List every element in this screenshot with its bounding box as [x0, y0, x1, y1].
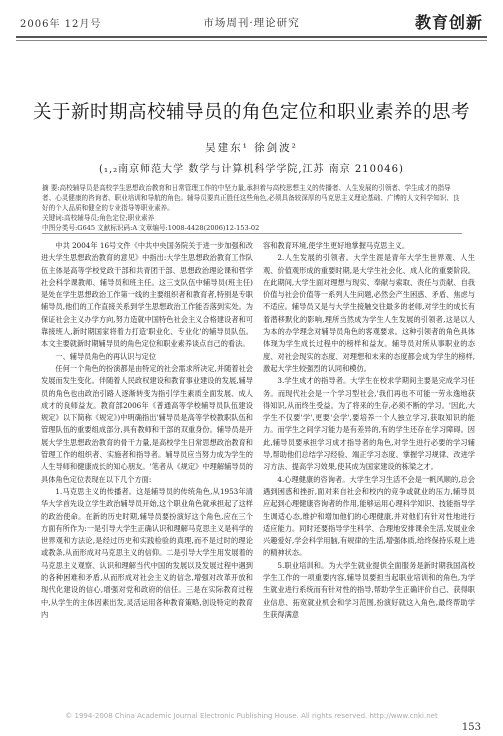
header-rule [16, 36, 487, 38]
body-left-column [41, 240, 253, 621]
journal-name: 市场周刊·理论研究 [203, 17, 300, 29]
body-paragraph: 容和教育环境,使学生更好地掌握马克思主义。 [263, 241, 410, 250]
abstract-rule [42, 233, 462, 234]
body-paragraph: 5.职业培训和。为大学生就业提供全面服务是新时期我国高校学生工作的一项重要内容,辅导员要担当起职业培训和的角色,为学生就业进行系统而有针对性的指导,帮助学生正确评价自己、获得职业信息、拓宽就业机会和学习范围,扮演好就这入角色,最终帮助学生获得满意 [263, 560, 475, 619]
body-paragraph: 3.学生成才的指导者。大学生在校求学期间主要是完成学习任务。而现代社会是一个学习型社会,'我们再也不可能一劳永逸地获得知识,从而终生受益。为了将来的生存,必须不断的学习。'因此,大学生不仅要'学',更要'会学',要培养一个人独立学习,获取知识的能力。而学生之间学习能力是有差异的,有的学生还存在学习障碍。因此,辅导员要承担学习成才指导者的角色,对学生进行必要的学习辅导,帮助他们总结学习经验、端正学习态度、掌握学习规律、改进学习方法、提高学习效果,使其成为国家建设的栋梁之才。 [263, 376, 475, 472]
copyright-notice: © 1994-2008 China Academic Journal Electronic Publishing House. All rights reserved. http://www.cnki.net [65, 712, 438, 720]
body-paragraph: 4.心理健康的咨询者。大学生学习生活不会是一帆风顺的,总会遇到困惑和挫折,面对来自社会和校内的竞争或就业的压力,辅导员应起到心理健康咨询者的作用,能够运用心理科学知识、技能指导学生调适心态,维护和增加他们的心理健康,并对他们有针对性地进行适应能力。同时还要指导学生科学、合理地安排课余生活,发展业余兴趣爱好,学会科学用脑,有规律的生活,增强体质,给终保持乐观上进的精神状态。 [263, 474, 475, 558]
abstract-text: 摘 要:高校辅导员是高校学生思想政治教育和日常管理工作的中坚力量,承担着与高校思想主义的传播者、人生发展的引领者、学生成才的指导者、心灵健康的咨询者、职业培训和导航的角色。辅导员要真正胜任这些角色,必须具备较深厚的马克思主义理论基础、广博的人文科学知识、良好的个人品质和健全的专业指导等职业素养。 [42, 184, 460, 212]
header-rule-thin [16, 40, 487, 41]
page-header [0, 0, 503, 44]
body-right-column [263, 240, 475, 621]
classification-line: 中图分类号:G645 文献标识码:A 文章编号:1008-4428(2006)12-153-02 [42, 224, 260, 232]
abstract-block [42, 183, 462, 233]
body-paragraph: 任何一个角色的扮演都是由特定的社会需求所决定,并随着社会发展而发生变化。伴随着人民政权建设和教育事业建设的发展,辅导员的角色也由政治引路人逐渐转变为指引学生素质全面发展、成人成才的良师益友。教育部2006年《普通高等学校辅导员队伍建设规定》以下简称《规定》)中明确指出'辅导员是高等学校教职队伍和管理队伍的重要组成部分,具有教师和干部的双重身份。辅导员是开展大学生思想政治教育的骨干力量,是高校学生日常思想政治教育和管理工作的组织者、实施者和指导者。辅导员应当努力成为学生的人生导师和健康成长的知心朋友。'笔者从《规定》中理解辅导员的具体角色定位表现在以下几个方面: [41, 363, 253, 484]
article-authors: 吴建东¹ 徐剑波² [205, 142, 298, 154]
body-paragraph: 2.人生发展的引领者。大学生涯是青年大学生世界观、人生观、价值观形成的重要时期,是大学生社会化、成人化的重要阶段。在此期间,大学生面对理想与现实、奉献与索取、责任与贡献、自我价值与社会价值等一系列人生问题,必然会产生困惑、矛盾、焦虑与不适应。辅导员又是与大学生接触交往最多的老师,对学生的成长有着潜移默化的影响,理所当然成为学生人生发展的引领者,这是以人为本的办学理念对辅导员角色的客观要求。这种引领者的角色具体体现为学生成长过程中的榜样和益友。辅导员对所从事职业的态度、对社会现实的态度、对理想和未来的态度都会成为学生的榜样,激起大学生较强烈的认同和模仿。 [263, 253, 475, 373]
keywords: 关键词:高校辅导员;角色定位;职业素养 [42, 214, 155, 222]
page-number: 153 [461, 722, 481, 733]
body-paragraph: 1.马克思主义的传播者。这是辅导员的传统角色,从1953年清华大学首先设立学生政治辅导员开始,这个职业角色就承担起了这样的政治使命。在新的历史时期,辅导员要扮演好这个角色,应在三个方面有所作为:一是引导大学生正确认识和理解马克思主义是科学的世界观和方法论,是经过历史和实践检验的真理,而不是过时的理论或教条,从而形成对马克思主义的信仰。二是引导大学生用发展着的马克思主义观察、认识和理解当代中国的发展以及发展过程中遇到的各种困难和矛盾,从而形成对社会主义的信念,增强对改革开放和现代化建设的信心,增强对党和政府的信任。三是在实际教育过程中,从学生的主体因素出发,灵活运用各种教育策略,创设特定的教育内 [41, 486, 253, 619]
article-title: 关于新时期高校辅导员的角色定位和职业素养的思考 [32, 102, 470, 123]
issue-date: 2006年 12月号 [20, 19, 102, 30]
body-paragraph: 中共 2004年 16号文件《中共中央国务院关于进一步加强和改进大学生思想政治教育的意见》中指出:大学生思想政治教育工作队伍主体是高等学校党政干部和共青团干部、思想政治理论课和哲学社会科学课教师、辅导员和班主任。这三支队伍中辅导员(班主任)是处在学生思想政治工作第一线的主要组织者和教育者,特别是专职辅导员,他们的工作直接关系到学生思想政治工作能否落到实处。为保证社会主义办学方向,努力造就中国特色社会主义合格建设者和可靠接班人,新时期国家将着力打造'职业化、专业化'的辅导员队伍。本文主要就新时期辅导员的角色定位和职业素养谈点自己的看法。 [41, 241, 253, 349]
author-affiliation: (₁,₂南京师范大学 数学与计算机科学学院,江苏 南京 210046) [99, 164, 404, 175]
column-title: 教育创新 [414, 13, 483, 32]
section-heading: 一、辅导员角色的再认识与定位 [55, 351, 157, 361]
